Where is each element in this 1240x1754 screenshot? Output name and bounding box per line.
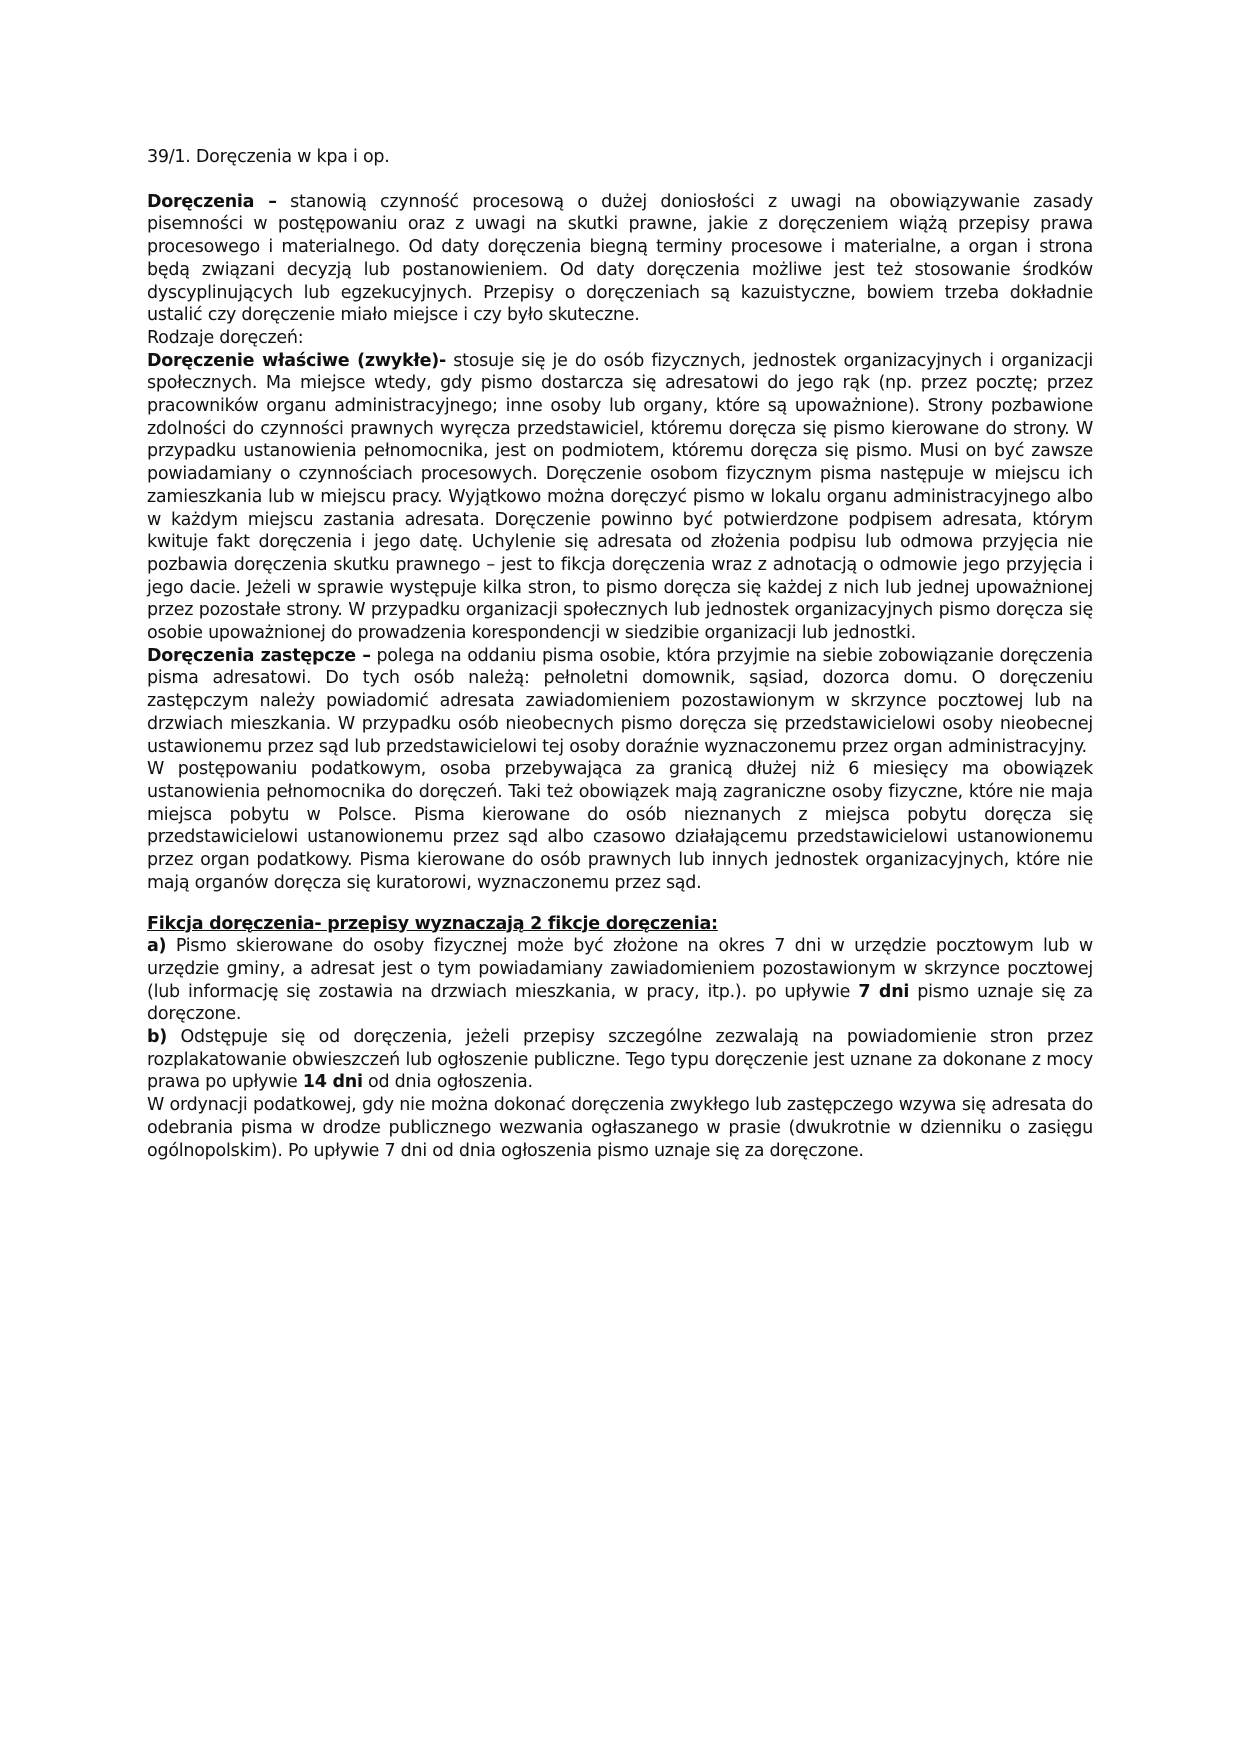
proper-delivery-text: stosuje się je do osób fizycznych, jednostek organizacyjnych i organizacji społecznych. Ma miejsce wtedy, gdy pismo dostarcza się adresatowi do jego rąk (np. przez pocztę; przez pracowników organu administracyjnego; inne osoby lub organy, które są upoważnione). Strony pozbawione zdolności do czynności prawnych wyręcza przedstawiciel, któremu doręcza się pismo kierowane do strony. W przypadku ustanowienia pełnomocnika, jest on podmiotem, któremu doręcza się pismo. Musi on być zawsze powiadamiany o czynnościach procesowych. Doręczenie osobom fizycznym pisma następuje w miejscu ich zamieszkania lub w miejscu pracy. Wyjątkowo można doręczyć pismo w lokalu organu administracyjnego albo w każdym miejscu zastania adresata. Doręczenie powinno być potwierdzone podpisem adresata, którym kwituje fakt doręczenia i jego datę. Uchylenie się adresata od złożenia podpisu lub odmowa przyjęcia nie pozbawia doręczenia skutku prawnego – jest to fikcja doręczenia wraz z adnotacją o odmowie jego przyjęcia i jego dacie. Jeżeli w sprawie występuje kilka stron, to pismo doręcza się każdej z nich lub jednej upoważnionej przez pozostałe strony. W przypadku organizacji społecznych lub jednostek organizacyjnych pismo doręcza się osobie upoważnionej do prowadzenia korespondencji w siedzibie organizacji lub jednostki. [147, 350, 1094, 644]
fiction-a-label: a) [147, 936, 167, 957]
proper-delivery-term: Doręczenie właściwe (zwykłe)- [147, 350, 446, 371]
intro-paragraph [147, 191, 1093, 327]
substitute-delivery-text: polega na oddaniu pisma osobie, która przyjmie na siebie zobowiązanie doręczenia pisma adresatowi. Do tych osób należą: pełnoletni domownik, sąsiad, dozorca domu. O doręczeniu zastępczym należy powiadomić adresata zawiadomieniem pozostawionym w skrzynce pocztowej lub na drzwiach mieszkania. W przypadku osób nieobecnych pismo doręcza się przedstawicielowi osoby nieobecnej ustawionemu przez sąd lub przedstawicielowi tej osoby doraźnie wyznaczonemu przez organ administracyjny. [147, 645, 1094, 757]
proper-delivery-paragraph [147, 350, 1093, 645]
document-page [147, 146, 1093, 1162]
fiction-a-paragraph [147, 935, 1093, 1026]
tax-proceedings-paragraph: W postępowaniu podatkowym, osoba przebywająca za granicą dłużej niż 6 miesięcy ma obowiązek ustanowienia pełnomocnika do doręczeń. Taki też obowiązek mają zagraniczne osoby fizyczne, które nie maja miejsca pobytu w Polsce. Pisma kierowane do osób nieznanych z miejsca pobytu doręcza się przedstawicielowi ustanowionemu przez sąd albo czasowo działającemu przedstawicielowi ustanowionemu przez organ podatkowy. Pisma kierowane do osób prawnych lub innych jednostek organizacyjnych, które nie mają organów doręcza się kuratorowi, wyznaczonemu przez sąd. [147, 759, 1093, 893]
fiction-b-days: 14 dni [302, 1072, 363, 1093]
intro-term: Doręczenia – [147, 191, 277, 212]
fiction-b-paragraph [147, 1026, 1093, 1094]
fiction-b-label: b) [147, 1027, 168, 1048]
fiction-a-text-2: pismo uznaje się za doręczone. [147, 981, 1093, 1025]
fiction-a-days: 7 dni [858, 981, 910, 1002]
intro-text: stanowią czynność procesową o dużej doniosłości z uwagi na obowiązywanie zasady pisemności w postępowaniu oraz z uwagi na skutki prawne, jakie z doręczeniem wiążą przepisy prawa procesowego i materialnego. Od daty doręczenia biegną terminy procesowe i materialne, a organ i strona będą związani decyzją lub postanowieniem. Od daty doręczenia możliwe jest też stosowanie środków dyscyplinujących lub egzekucyjnych. Przepisy o doręczeniach są kazuistyczne, bowiem trzeba dokładnie ustalić czy doręczenie miało miejsce i czy było skuteczne. [147, 191, 1093, 326]
fiction-b-text-1: Odstępuje się od doręczenia, jeżeli przepisy szczególne zezwalają na powiadomienie stron przez rozplakatowanie obwieszczeń lub ogłoszenie publiczne. Tego typu doręczenie jest uznane za dokonane z mocy prawa po upływie [147, 1027, 1093, 1093]
document-title: 39/1. Doręczenia w kpa i op. [147, 147, 390, 167]
fiction-a-text-1: Pismo skierowane do osoby fizycznej może być złożone na okres 7 dni w urzędzie pocztowym lub w urzędzie gminy, a adresat jest o tym powiadamiany zawiadomieniem pozostawionym w skrzynce pocztowej (lub informację się zostawia na drzwiach mieszkania, w pracy, itp.). po upływie [147, 936, 1093, 1002]
types-heading: Rodzaje doręczeń: [147, 327, 304, 348]
section-spacer [147, 895, 1093, 913]
fiction-heading-text: Fikcja doręczenia- przepisy wyznaczają 2 fikcje doręczenia: [147, 913, 718, 934]
fiction-b-text-2: od dnia ogłoszenia. [362, 1072, 533, 1093]
substitute-delivery-paragraph [147, 645, 1093, 759]
fiction-heading [147, 913, 1093, 936]
substitute-delivery-term: Doręczenia zastępcze – [147, 645, 371, 666]
tax-ordinance-paragraph: W ordynacji podatkowej, gdy nie można dokonać doręczenia zwykłego lub zastępczego wzywa się adresata do odebrania pisma w drodze publicznego wezwania ogłaszanego w prasie (dwukrotnie w dzienniku o zasięgu ogólnopolskim). Po upływie 7 dni od dnia ogłoszenia pismo uznaje się za doręczone. [147, 1095, 1093, 1161]
